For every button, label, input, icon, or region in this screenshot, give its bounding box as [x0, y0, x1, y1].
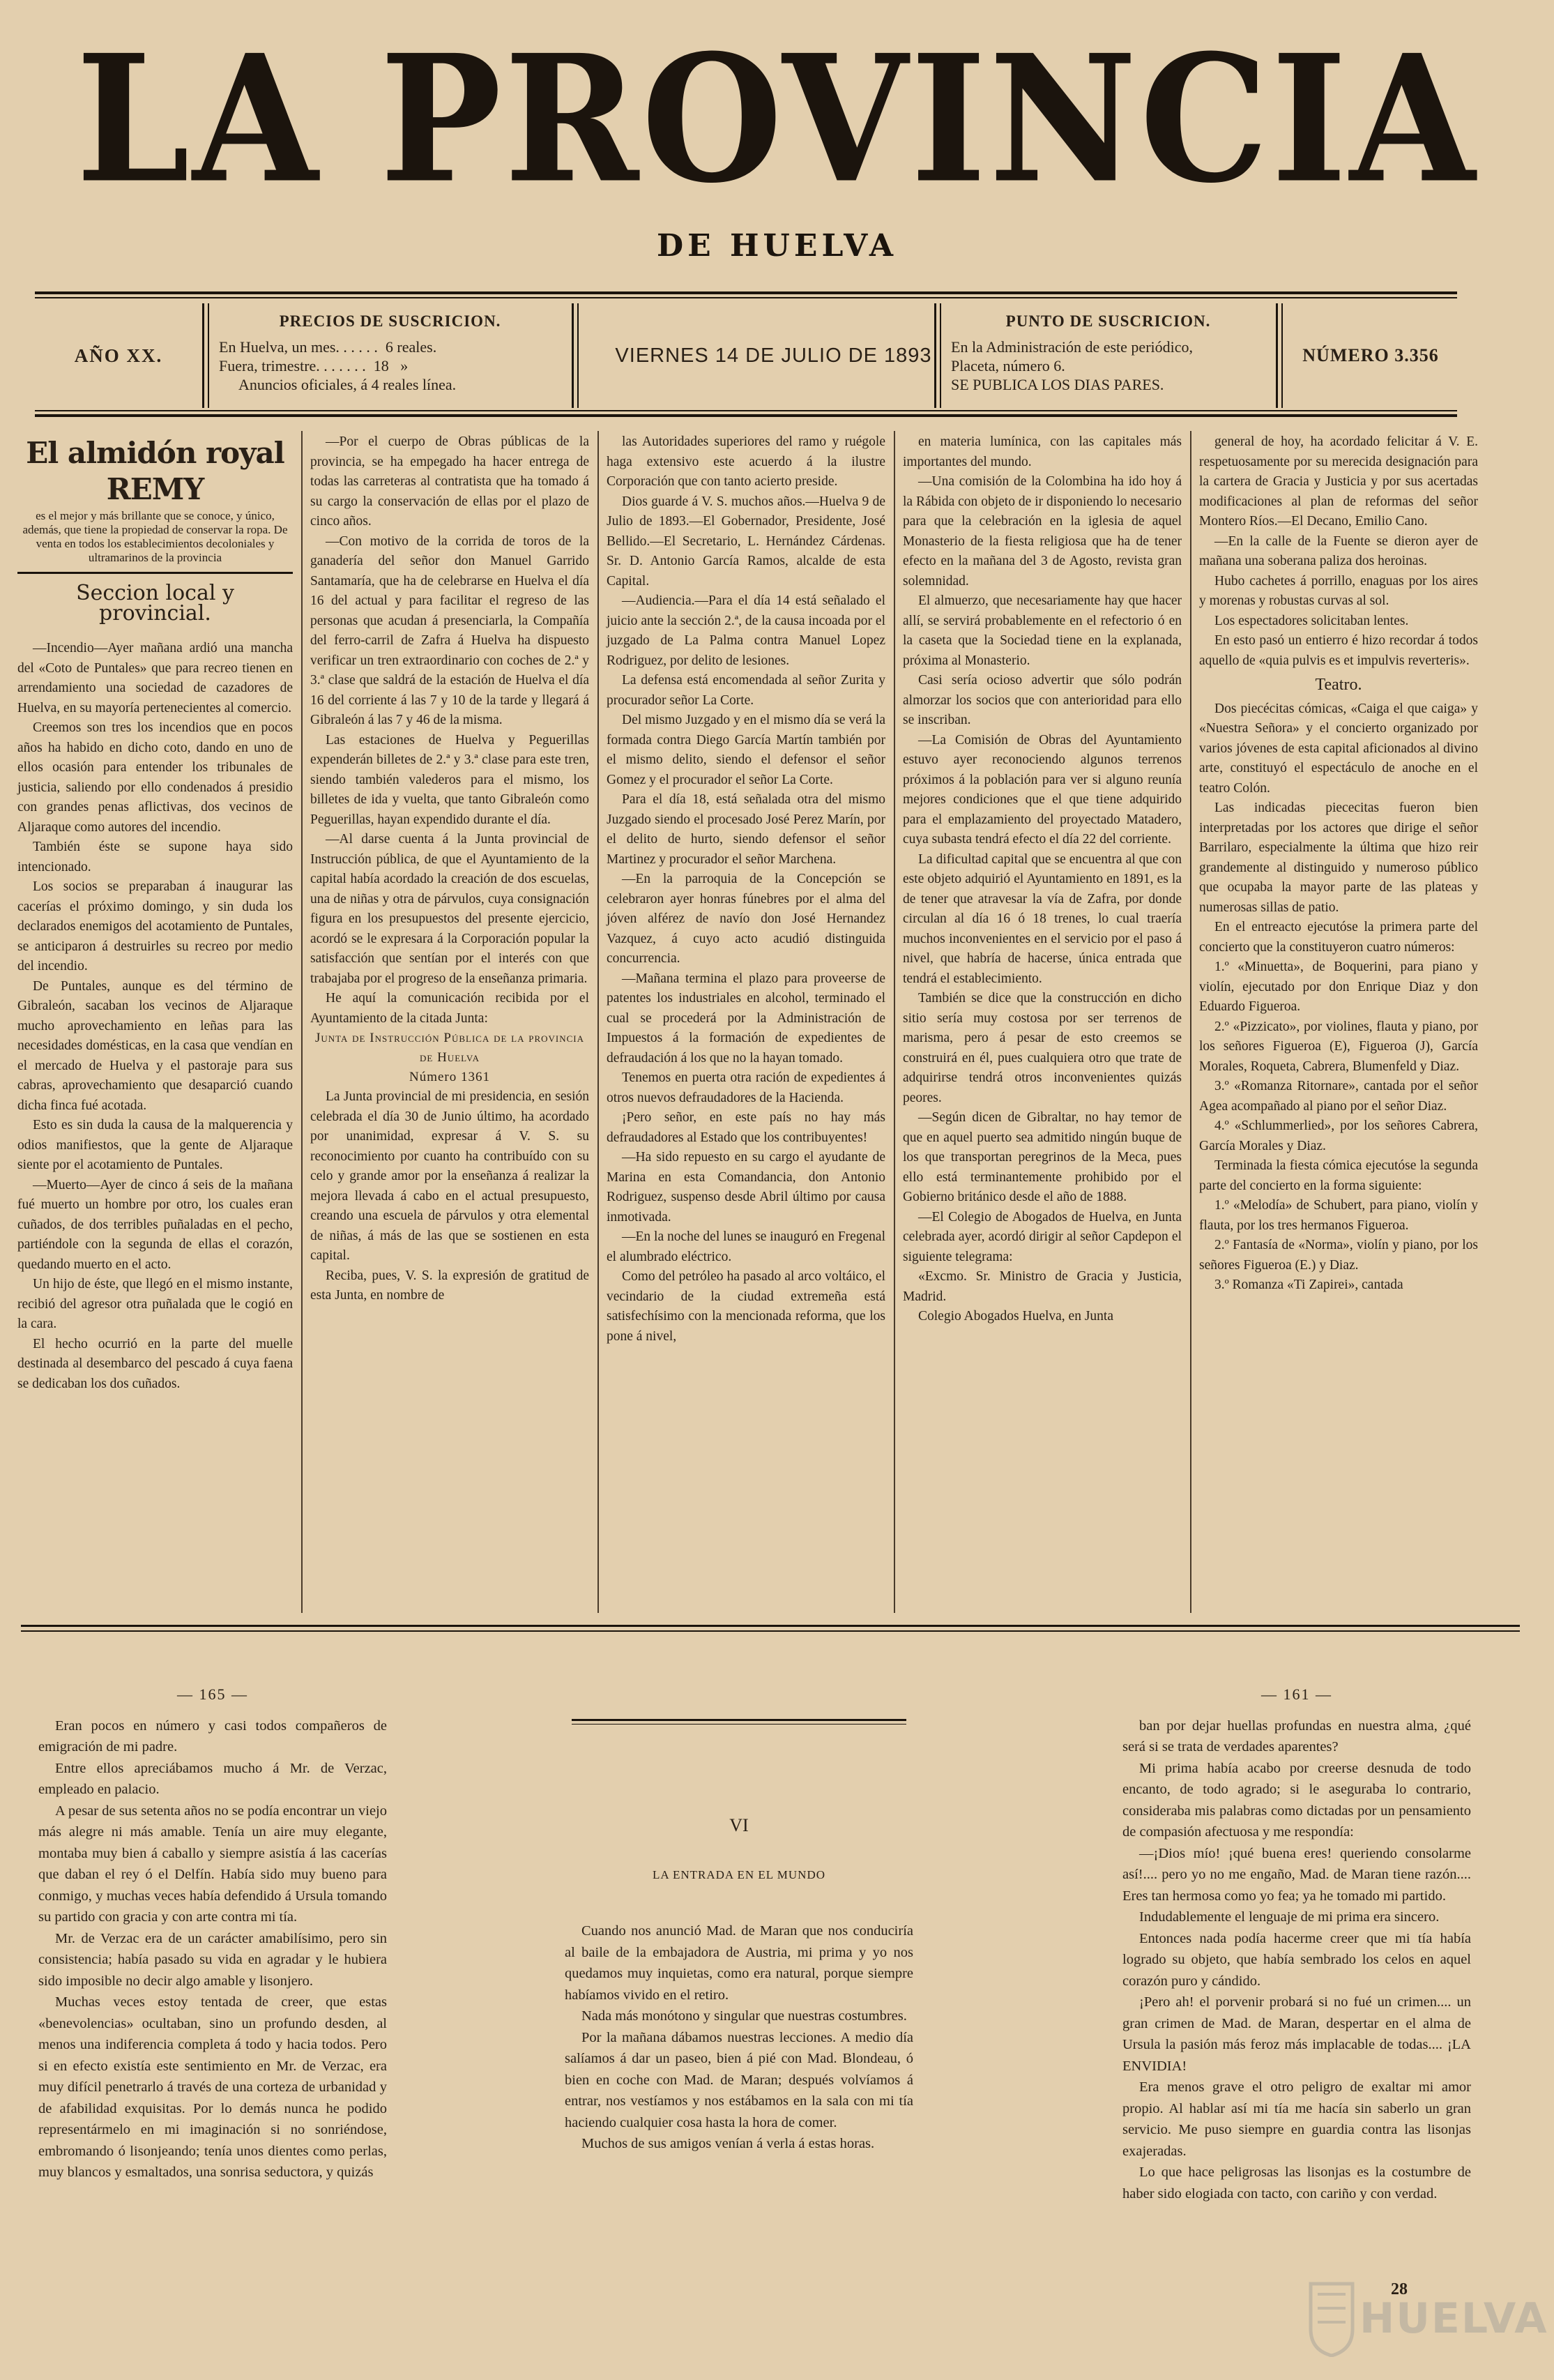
article-paragraph: —Incendio—Ayer mañana ardió una mancha del «Coto de Puntales» que para recreo tienen en arrendamiento una sociedad de cazadores de Huelva, en su mayoría pertenecientes al comercio. [17, 641, 293, 715]
article-paragraph: Esto es sin duda la causa de la malquerencia y odios manifiestos, que la gente de Aljaraque siente por el acotamiento de Puntales. [17, 1118, 293, 1172]
article-paragraph: Terminada la fiesta cómica ejecutóse la segunda parte del concierto en la forma siguiente: [1199, 1158, 1478, 1193]
article-paragraph: —Audiencia.—Para el día 14 está señalado el juicio ante la sección 2.ª, de la causa incoada por el juzgado de La Palma contra Manuel Lopez Rodriguez, por delito de lesiones. [607, 593, 885, 668]
folletin-paragraph: Entonces nada podía hacerme creer que mi tía había logrado su objeto, que había sembrado los celos en aquel corazón puro y cándido. [1122, 1930, 1471, 1989]
article-paragraph: en materia lumínica, con las capitales más importantes del mundo. [903, 434, 1182, 469]
article-paragraph: La defensa está encomendada al señor Zurita y procurador señor La Corte. [607, 673, 885, 708]
folletin-paragraph: Eran pocos en número y casi todos compañeros de emigración de mi padre. [38, 1718, 387, 1754]
article-paragraph: 2.º «Pizzicato», por violines, flauta y piano, por los señores Figueroa (E), Figueroa (J), García Morales, Roqueta, Cabrera, Blumenfeld y Diaz. [1199, 1019, 1478, 1074]
folletin-page-number: — 165 — [177, 1685, 248, 1703]
article-paragraph: —El Colegio de Abogados de Huelva, en Junta celebrada ayer, acordó dirigir al señor Capdepon el siguiente telegrama: [903, 1209, 1182, 1264]
folletin-middle-column [565, 1719, 913, 2155]
article-paragraph: —Según dicen de Gibraltar, no hay temor de que en aquel puerto sea admitido ningún buque de los que transportan peregrinos de la Meca, pues ello está terminantemente prohibido por el Gobierno británico desde el año de 1888. [903, 1110, 1182, 1204]
column-rule [597, 431, 599, 1613]
folletin-page-number: — 161 — [1261, 1685, 1332, 1703]
ad-rule [17, 572, 293, 574]
article-paragraph: —La Comisión de Obras del Ayuntamiento estuvo ayer reconociendo algunos terrenos próximos á la población para ver si alguno reunía mejores condiciones que el que tiene adquirido para el emplazamiento del proyectado Matadero, cuya subasta tendrá efecto el día 22 del corriente. [903, 732, 1182, 847]
info-divider [572, 303, 574, 408]
sheet-number: 28 [1391, 2280, 1408, 2298]
article-paragraph: Un hijo de éste, que llegó en el mismo instante, recibió del agresor otra puñalada que le cogió en la cara. [17, 1277, 293, 1331]
prices-line: Fuera, trimestre. . . . . . . 18 » [219, 357, 409, 374]
article-paragraph: general de hoy, ha acordado felicitar á V. E. respetuosamente por su merecida designación para la cartera de Gracia y Justicia y por sus acertadas modificaciones al plan de reformas del señor Montero Ríos.—El Decano, Emilio Cano. [1199, 434, 1478, 529]
article-paragraph: —En la calle de la Fuente se dieron ayer de mañana una soberana paliza dos heroinas. [1199, 533, 1478, 568]
column-2 [310, 432, 589, 1306]
article-paragraph: 4.º «Schlummerlied», por los señores Cabrera, García Morales y Diaz. [1199, 1119, 1478, 1153]
section-title: Seccion local y provincial. [76, 581, 234, 626]
folletin-paragraph: Indudablemente el lenguaje de mi prima era sincero. [1139, 1909, 1440, 1925]
chapter-number: VI [729, 1815, 749, 1835]
issue-date: VIERNES 14 DE JULIO DE 1893 [615, 344, 932, 367]
info-divider [208, 303, 209, 408]
folletin-left-column [38, 1684, 387, 2183]
folletin-paragraph: Muchas veces estoy tentada de creer, que estas «benevolencias» ocultaban, sino un profundo desden, al menos una indiferencia completa á todo y hacia todos. Pero si en efecto existía este sentimiento en Mr. de Verzac, era muy difícil penetrarlo á través de una corteza de urbanidad y de afabilidad exquisitas. Por lo demás nunca he podido representármelo en mi imaginación si no sonriéndose, embromando ó lisonjeando; tenía unos dientes como perlas, muy blancos y esmaltados, una sonrisa seductora, y quizás [38, 1994, 387, 2180]
folletin-paragraph: Nada más monótono y singular que nuestras costumbres. [581, 2008, 907, 2024]
chapter-title: LA ENTRADA EN EL MUNDO [652, 1867, 826, 1881]
prices-line: En Huelva, un mes. . . . . . 6 reales. [219, 338, 437, 356]
article-paragraph: 1.º «Melodía» de Schubert, para piano, violín y flauta, por los tres hermanos Figueroa. [1199, 1198, 1478, 1233]
folletin-paragraph: —¡Dios mío! ¡qué buena eres! queriendo consolarme así!.... pero yo no me engaño, Mad. de Maran tiene razón.... Eres tan hermosa como yo fea; ya he tomado mi partido. [1122, 1845, 1471, 1904]
article-paragraph: las Autoridades superiores del ramo y ruégole haga extensivo este acuerdo á la ilustre Corporación que con tanto acierto preside. [607, 434, 885, 489]
article-paragraph: El almuerzo, que necesariamente hay que hacer allí, se servirá probablemente en el refectorio ó en la caseta que la Sociedad tiene en la explanada, próxima al Monasterio. [903, 593, 1182, 668]
article-paragraph: Para el día 18, está señalada otra del mismo Juzgado siendo el procesado José Perez Marín, por el delito de hurto, siendo defensor el señor Martinez y procurador el señor Marchena. [607, 792, 885, 867]
ad-title: El almidón royal REMY [26, 436, 284, 506]
article-paragraph: La dificultad capital que se encuentra al que con este objeto adquirió el Ayuntamiento en 1891, es la de tener que atravesar la vía de Zafra, por donde circulan al día 16 ó 18 trenes, lo cual traería muchos inconvenientes en el servicio por el paso á nivel, que habría de hacerse, única entrada que tendrá el establecimiento. [903, 851, 1182, 986]
column-rule [1190, 431, 1191, 1613]
article-paragraph: 3.º Romanza «Ti Zapirei», cantada [1214, 1278, 1403, 1292]
info-bar [35, 303, 1457, 408]
point-line: Placeta, número 6. [951, 357, 1065, 374]
folletin-paragraph: A pesar de sus setenta años no se podía encontrar un viejo más alegre ni más amable. Tenía un aire muy elegante, montaba muy bien á caballo y siempre asistía á las cacerías que daban el rey ó el Delfín. Había sido muy bueno para conmigo, y muchas veces había defendido á Ursula tomando su partido con gracia y con arte contra mi tía. [38, 1803, 387, 1925]
prices-line: Anuncios oficiales, á 4 reales línea. [238, 376, 457, 393]
info-divider [940, 303, 941, 408]
document-heading: Junta de Instrucción Pública de la provincia de Huelva [314, 1031, 585, 1065]
folletin-paragraph: Entre ellos apreciábamos mucho á Mr. de Verzac, empleado en palacio. [38, 1760, 387, 1797]
folletin-rule [21, 1630, 1520, 1632]
info-divider [577, 303, 579, 408]
article-paragraph: «Excmo. Sr. Ministro de Gracia y Justicia, Madrid. [903, 1269, 1182, 1304]
article-paragraph: 1.º «Minuetta», de Boquerini, para piano y violín, ejecutado por don Enrique Diaz y don Eduardo Figueroa. [1199, 960, 1478, 1014]
info-divider [934, 303, 936, 408]
newspaper-subtitle: DE HUELVA [656, 228, 898, 264]
article-paragraph: Casi sería ocioso advertir que sólo podrán almorzar los socios que con anterioridad para ello se inscriban. [903, 673, 1182, 727]
article-paragraph: También éste se supone haya sido intencionado. [17, 840, 293, 874]
article-paragraph: 3.º «Romanza Ritornare», cantada por el señor Agea acompañado al piano por el señor Diaz. [1199, 1079, 1478, 1114]
document-number: Número 1361 [409, 1070, 490, 1084]
article-paragraph: —Muerto—Ayer de cinco á seis de la mañana fué muerto un hombre por otro, los cuales eran cuñados, de dos terribles puñaladas en el pecho, partiéndole con la segunda de ellas el corazón, quedando muerto en el acto. [17, 1177, 293, 1272]
info-divider [202, 303, 204, 408]
column-rule [301, 431, 303, 1613]
header-rule-bottom [35, 410, 1457, 411]
point-title: PUNTO DE SUSCRICION. [1005, 312, 1211, 330]
folletin-paragraph: Muchos de sus amigos venían á verla á estas horas. [581, 2136, 875, 2151]
article-paragraph: Colegio Abogados Huelva, en Junta [918, 1309, 1113, 1324]
column-4 [903, 432, 1182, 1327]
folletin-paragraph: Por la mañana dábamos nuestras lecciones. A medio día salíamos á dar un paseo, bien á pié con Mad. Blondeau, ó bien en coche con Mad. de Maran; después volvíamos á entrar, nos vestíamos y nos estábamos en la sala con mi tía haciendo cualquier cosa hasta la hora de comer. [565, 2029, 913, 2130]
subscription-point-box [943, 303, 1274, 408]
year-label: AÑO XX. [74, 345, 163, 366]
folletin-paragraph: Mi prima había acabo por creerse desnuda de todo encanto, de todo agrado; si le aseguraba lo contrario, consideraba mis palabras como dictadas por un pensamiento de compasión afectuosa y me respondía: [1122, 1760, 1471, 1840]
prices-title: PRECIOS DE SUSCRICION. [279, 312, 501, 330]
folletin-right-column [1122, 1684, 1471, 2204]
header-rule-bottom-thick [35, 414, 1457, 417]
ad-text: es el mejor y más brillante que se conoce, y único, además, que tiene la propiedad de conservar la ropa. De venta en todos los establecimientos decoloniales y ultramarinos de la provincia [22, 509, 288, 564]
article-paragraph: Reciba, pues, V. S. la expresión de gratitud de esta Junta, en nombre de [310, 1268, 589, 1303]
archive-shield-icon [1307, 2280, 1356, 2357]
info-divider [1281, 303, 1283, 408]
folletin-paragraph: ban por dejar huellas profundas en nuestra alma, ¿qué será si se trata de verdades aparentes? [1122, 1718, 1471, 1754]
article-paragraph: —Mañana termina el plazo para proveerse de patentes los industriales en alcohol, terminado el cual se procederá por la Administración de Impuestos á la formación de expedientes de defraudación á los que no la hayan tomado. [607, 971, 885, 1066]
article-paragraph: He aquí la comunicación recibida por el Ayuntamiento de la citada Junta: [310, 991, 589, 1026]
article-paragraph: —Una comisión de la Colombina ha ido hoy á la Rábida con objeto de ir disponiendo lo necesario para que la celebración en la iglesia de aquel Monasterio de la fiesta religiosa que ha de tener efecto en la mañana del 3 de Agosto, revista gran solemnidad. [903, 474, 1182, 589]
article-paragraph: Las indicadas piececitas fueron bien interpretadas por los actores que dirige el señor Barrilaro, especialmente la última que hizo reir grandemente al distinguido y numeroso público que ocupaba la mayor parte de las plateas y numerosas sillas de patio. [1199, 801, 1478, 915]
prices-box [211, 303, 570, 408]
article-paragraph: Hubo cachetes á porrillo, enaguas por los aires y morenas y robustas curvas al sol. [1199, 573, 1478, 608]
column-1 [17, 432, 293, 1394]
article-paragraph: En el entreacto ejecutóse la primera parte del concierto que la constituyeron cuatro números: [1199, 920, 1478, 955]
folletin-paragraph: Era menos grave el otro peligro de exaltar mi amor propio. Al hablar así mi tía me hacía sin saberlo un gran servicio. Me puso siempre en guardia contra las lisonjas exajeradas. [1122, 2079, 1471, 2159]
info-divider [1276, 303, 1278, 408]
folletin-paragraph: Mr. de Verzac era de un carácter amabilísimo, pero sin consistencia; había pasado su vida en agradar y le hubiera sido imposible no decir algo amable y lisonjero. [38, 1930, 387, 1989]
article-paragraph: Del mismo Juzgado y en el mismo día se verá la formada contra Diego García Martín también por el mismo delito, siendo el defensor el señor Gomez y el procurador el señor La Corte. [607, 713, 885, 787]
article-paragraph: En esto pasó un entierro é hizo recordar á todos aquello de «quia pulvis es et impulvis reverteris». [1199, 633, 1478, 668]
article-paragraph: —Con motivo de la corrida de toros de la ganadería del señor don Manuel Garrido Santamaría, que ha de celebrarse en Huelva el día 16 del actual y para facilitar el regreso de las personas que acudan á presenciarla, la Compañía del ferro-carril de Zafra á Huelva ha dispuesto verificar un tren extraordinario con coches de 2.ª y 3.ª clase que saldrá de la estación de Huelva el día 16 del corriente á las 7 y 10 de la tarde y llegará á Gibraleón á las 7 y 46 de la misma. [310, 533, 589, 727]
chapter-rule [572, 1719, 906, 1721]
article-paragraph: —En la parroquia de la Concepción se celebraron ayer honras fúnebres por el alma del jóven alférez de navío don José Hernandez Vazquez, á cuyo acto acudió distinguida concurrencia. [607, 872, 885, 966]
point-line: En la Administración de este periódico, [951, 338, 1194, 356]
section-heading-theatre: Teatro. [1315, 676, 1362, 694]
folletin-rule [21, 1625, 1520, 1627]
article-paragraph: —Por el cuerpo de Obras públicas de la provincia, se ha empegado ha hacer entrega de todas las carreteras al contratista que ha tomado á su cargo la conservación de ellas por el plazo de cinco años. [310, 434, 589, 529]
masthead [0, 16, 1554, 264]
article-paragraph: Las estaciones de Huelva y Peguerillas expenderán billetes de 2.ª y 3.ª clase para este tren, siendo también valederos para el mismo, los billetes de ida y vuelta, que tanto Gibraleón como Peguerillas, hayan expendido durante el día. [310, 732, 589, 827]
article-paragraph: —Ha sido repuesto en su cargo el ayudante de Marina en esta Comandancia, don Antonio Rodriguez, suspenso desde Abril último por causa inmotivada. [607, 1150, 885, 1225]
watermark-text: HUELVA [1359, 2294, 1548, 2343]
archive-watermark [1307, 2266, 1548, 2371]
article-paragraph: 2.º Fantasía de «Norma», violín y piano, por los señores Figueroa (E.) y Diaz. [1199, 1238, 1478, 1273]
article-paragraph: Creemos son tres los incendios que en pocos años ha habido en dicho coto, dando en uno de ellos ocasión para entender los tribunales de justicia, saliendo por ello condenados á presidio con grandes penas aflictivas, dos vecinos de Aljaraque como autores del incendio. [17, 720, 293, 835]
point-line: SE PUBLICA LOS DIAS PARES. [951, 376, 1164, 393]
folletin-paragraph: Lo que hace peligrosas las lisonjas es la costumbre de haber sido elogiada con tacto, con cariño y con verdad. [1122, 2165, 1471, 2201]
header-rule-top-thin [35, 297, 1457, 298]
header-rule-top [35, 291, 1457, 294]
article-paragraph: Tenemos en puerta otra ración de expedientes á otros nuevos defraudadores de la Hacienda. [607, 1070, 885, 1105]
newspaper-title: LA PROVINCIA [76, 16, 1478, 222]
column-5 [1199, 432, 1478, 1296]
article-paragraph: La Junta provincial de mi presidencia, en sesión celebrada el día 30 de Junio último, ha acordado por unanimidad, expresar á V. S. su reconocimiento por cuanto ha contribuído con su celo y grande amor por la enseñanza á realizar la mejora llevada á cabo en el actual presupuesto, creando una escuela de párvulos y otra elemental de niñas, á más de las que se sostienen en esta capital. [310, 1089, 589, 1263]
column-3 [607, 432, 885, 1347]
article-paragraph: ¡Pero señor, en este país no hay más defraudadores al Estado que los contribuyentes! [607, 1110, 885, 1145]
article-paragraph: —Al darse cuenta á la Junta provincial de Instrucción pública, de que el Ayuntamiento de la capital había acordado la creación de dos escuelas, una de niñas y otra de párvulos, cuya consignación figura en los presupuestos del presente ejercicio, acordó se le expresara á la Corporación popular la satisfacción que sentían por el interés con que trabajaba por el progreso de la enseñanza primaria. [310, 832, 589, 986]
folletin-paragraph: Cuando nos anunció Mad. de Maran que nos conduciría al baile de la embajadora de Austria, mi prima y yo nos quedamos muy inquietas, como era natural, porque siempre habíamos vivido en el retiro. [565, 1923, 913, 2003]
article-paragraph: Dos piecécitas cómicas, «Caiga el que caiga» y «Nuestra Señora» y el concierto organizado por varios jóvenes de esta capital aficionados al divino arte, constituyó el espectáculo de anoche en el teatro Colón. [1199, 701, 1478, 796]
folletin-paragraph: ¡Pero ah! el porvenir probará si no fué un crimen.... un gran crimen de Mad. de Maran, despertar en el alma de Ursula la pasión más feroz más implacable de todas.... ¡LA ENVIDIA! [1122, 1994, 1471, 2074]
issue-number: NÚMERO 3.356 [1302, 345, 1439, 365]
chapter-rule [572, 1724, 906, 1725]
column-rule [894, 431, 895, 1613]
article-paragraph: Los socios se preparaban á inaugurar las cacerías el próximo domingo, y sin duda los declarados enemigos del acotamiento de Puntales, se anticiparon á destruirles su recreo por medio del incendio. [17, 879, 293, 973]
article-paragraph: —En la noche del lunes se inauguró en Fregenal el alumbrado eléctrico. [607, 1229, 885, 1264]
article-paragraph: Dios guarde á V. S. muchos años.—Huelva 9 de Julio de 1893.—El Gobernador, Presidente, José Bellido.—El Secretario, L. Hernández Cárdenas. Sr. D. Antonio García Ramos, alcalde de esta Capital. [607, 494, 885, 589]
article-paragraph: También se dice que la construcción en dicho sitio sería muy costosa por ser terrenos de marisma, pero á pesar de esto creemos se construirá en él, pues cualquiera otro que trate de adquirirse tendrá otros inconvenientes quizás peores. [903, 991, 1182, 1105]
article-paragraph: Los espectadores solicitaban lentes. [1214, 613, 1409, 628]
article-paragraph: El hecho ocurrió en la parte del muelle destinada al desembarco del pescado á cuya faena se dedicaban los dos cuñados. [17, 1336, 293, 1391]
article-paragraph: De Puntales, aunque es del término de Gibraleón, sacaban los vecinos de Aljaraque mucho aprovechamiento en leñas para las necesidades domésticas, en la casa que vendían en el mercado de Huelva y el pastoraje para sus cabras, aprovechamiento que desaparció cuando dicha finca fué acotada. [17, 978, 293, 1113]
article-paragraph: Como del petróleo ha pasado al arco voltáico, el vecindario de la ciudad extremeña está satisfechísimo con la mencionada reforma, que los pone á nivel, [607, 1269, 885, 1344]
